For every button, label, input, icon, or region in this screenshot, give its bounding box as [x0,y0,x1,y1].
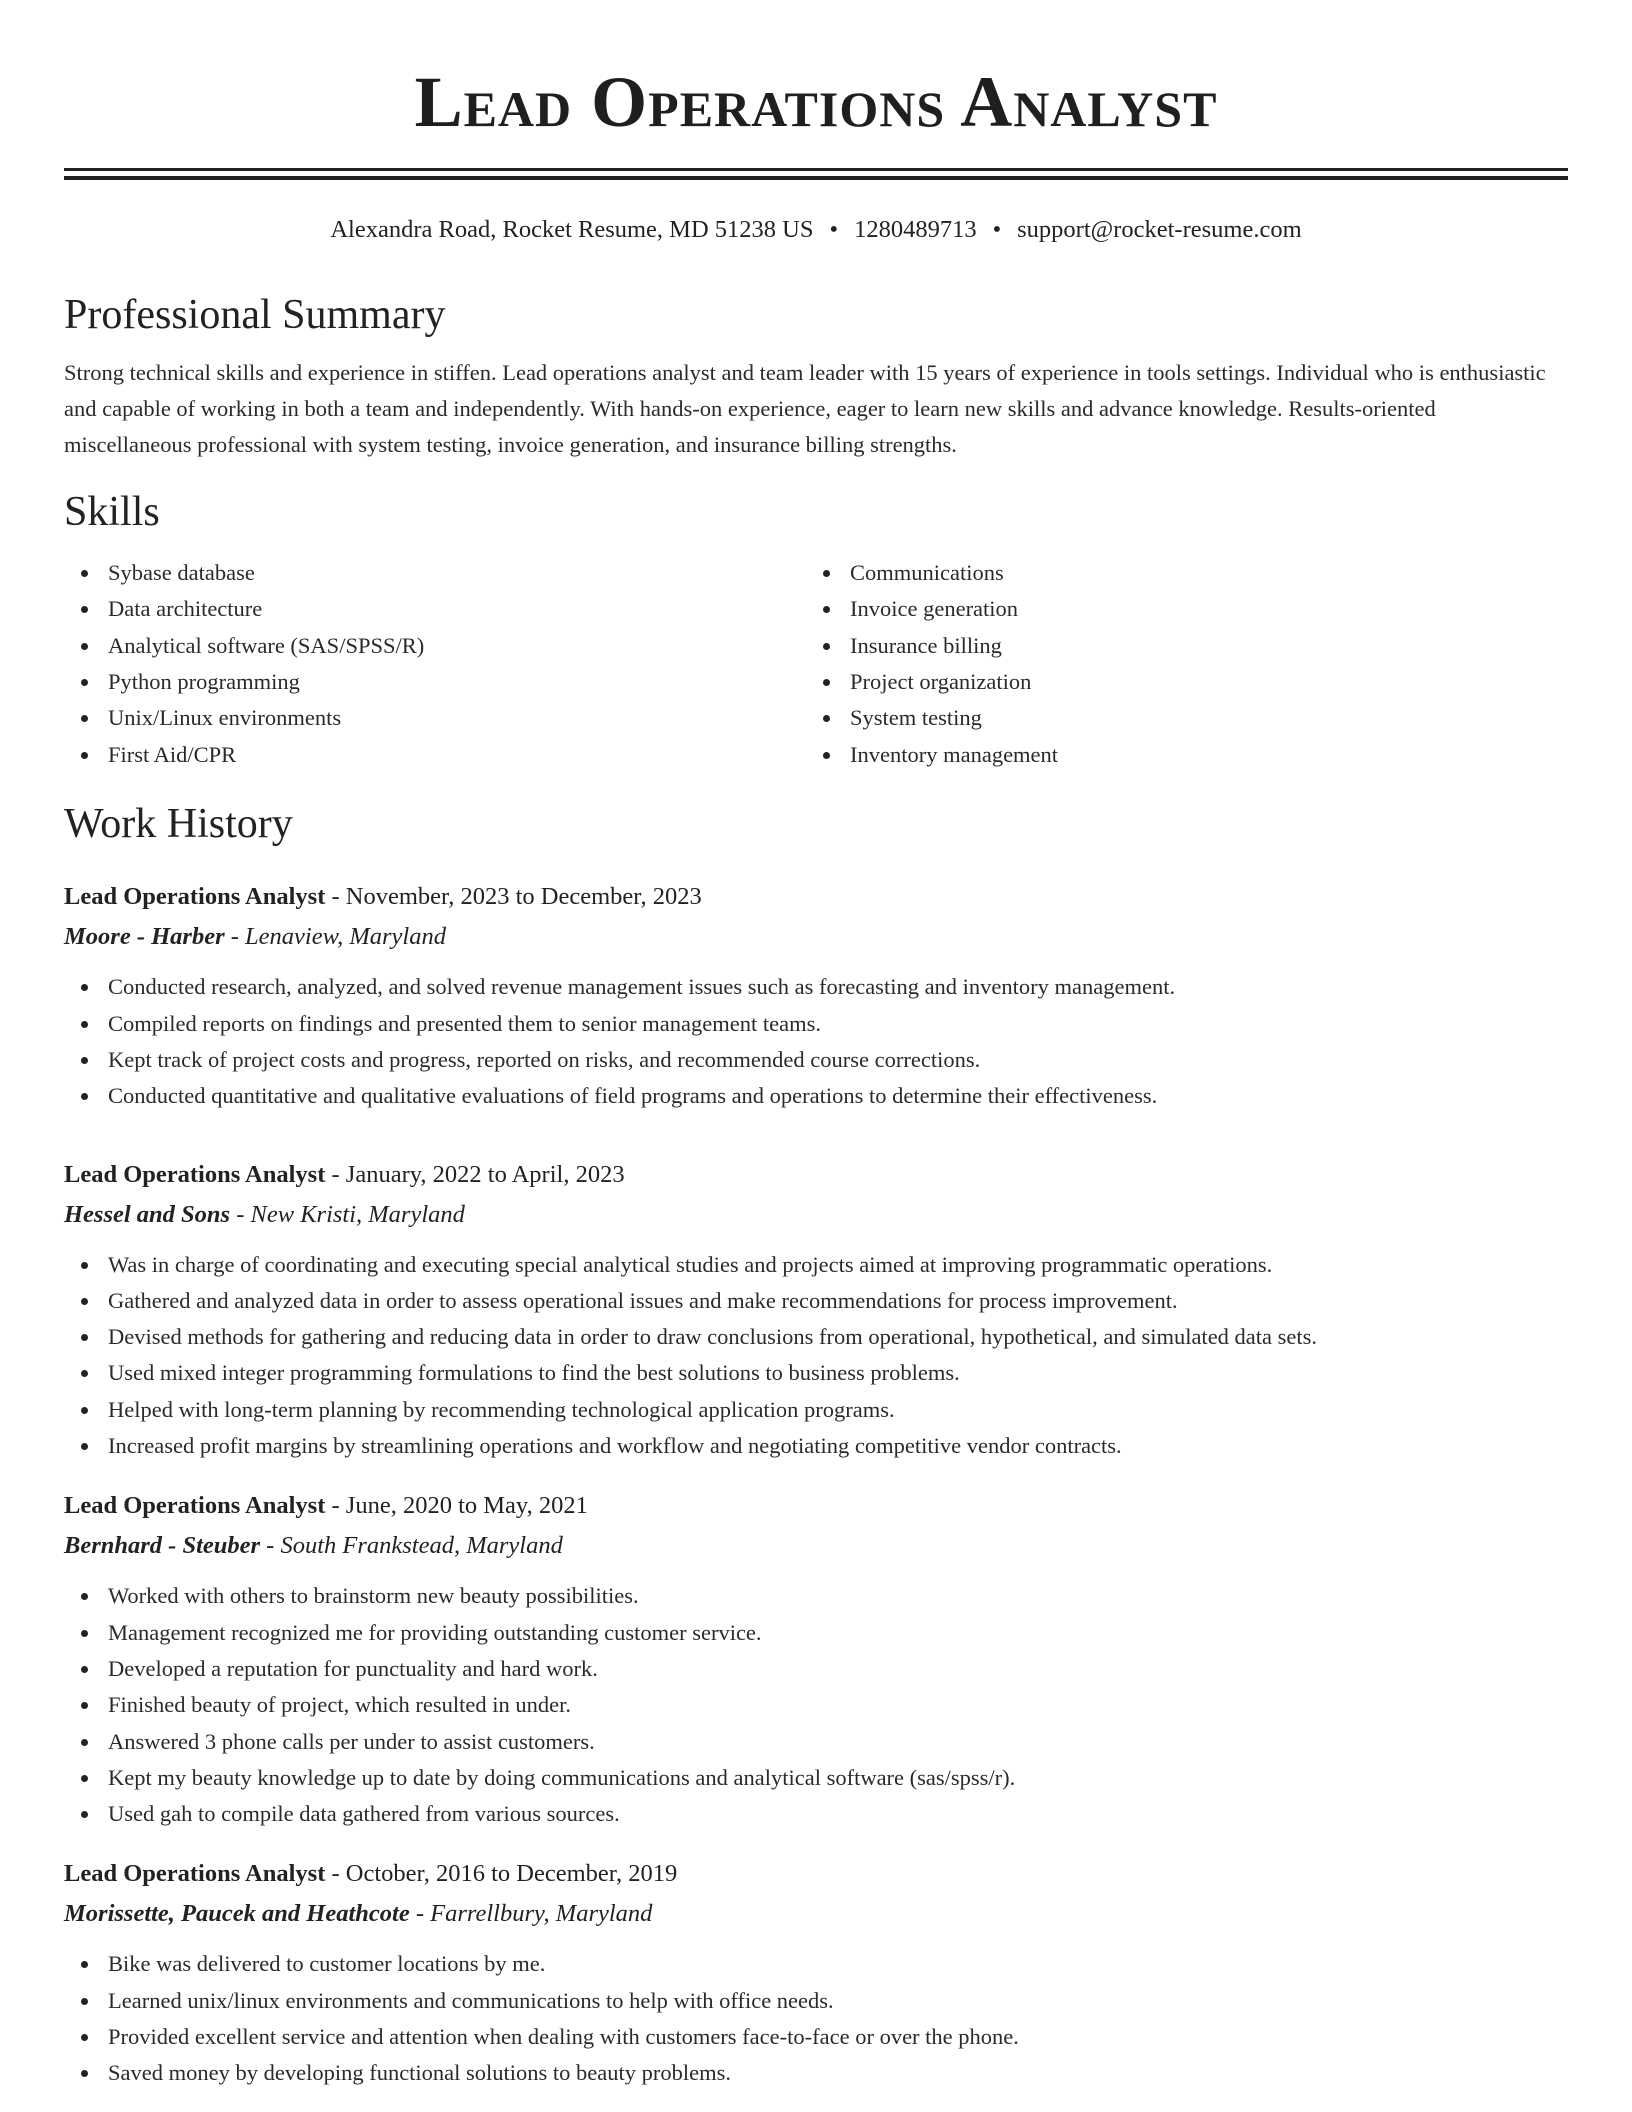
job-bullet: Learned unix/linux environments and communications to help with office needs. [64,1983,1568,2019]
job-bullets [64,1247,1568,1465]
job-bullets [64,1578,1568,1832]
job-dates: June, 2020 to May, 2021 [345,1492,588,1520]
job-entry [64,877,1568,1114]
skill-item: Insurance billing [806,628,1548,664]
job-role: Lead Operations Analyst [64,1860,326,1888]
job-dates: January, 2022 to April, 2023 [345,1160,625,1188]
contact-phone: 1280489713 [854,216,977,243]
skill-item: Sybase database [64,555,806,591]
summary-heading: Professional Summary [64,292,446,339]
job-entry [64,1486,1568,1832]
job-role: Lead Operations Analyst [64,1160,326,1188]
job-dash: - [331,883,340,911]
job-bullet: Kept my beauty knowledge up to date by doing communications and analytical software (sas/spss/r). [64,1760,1568,1796]
job-company-line [64,917,1568,957]
job-dash: - [415,1900,424,1928]
job-location: Lenaview, Maryland [245,923,446,951]
job-entry [64,1854,1568,2091]
job-bullet: Answered 3 phone calls per under to assist customers. [64,1724,1568,1760]
job-company: Moore - Harber [64,923,225,951]
skill-item: Data architecture [64,591,806,627]
job-dates: October, 2016 to December, 2019 [345,1860,678,1888]
contact-separator: • [992,216,1002,243]
job-dash: - [331,1160,340,1188]
job-dash: - [331,1492,340,1520]
skill-item: System testing [806,700,1548,736]
job-company-line [64,1195,1568,1235]
job-bullet: Worked with others to brainstorm new beauty possibilities. [64,1578,1568,1614]
skills-column-left [64,555,806,773]
job-dash: - [236,1200,245,1228]
job-bullet: Was in charge of coordinating and executing special analytical studies and projects aimed at improving programmatic operations. [64,1247,1568,1283]
job-bullet: Saved money by developing functional solutions to beauty problems. [64,2055,1568,2091]
skill-item: Project organization [806,664,1548,700]
skills-list [64,555,1568,773]
job-role-line [64,1854,1568,1894]
job-bullet: Conducted research, analyzed, and solved revenue management issues such as forecasting and inventory management. [64,969,1568,1005]
skill-item: Unix/Linux environments [64,700,806,736]
skill-item: Inventory management [806,737,1548,773]
job-company: Hessel and Sons [64,1200,231,1228]
job-bullet: Provided excellent service and attention when dealing with customers face-to-face or over the phone. [64,2019,1568,2055]
resume-title: Lead Operations Analyst [414,62,1218,142]
job-bullet: Helped with long-term planning by recommending technological application programs. [64,1392,1568,1428]
job-bullets [64,1946,1568,2091]
job-bullet: Gathered and analyzed data in order to assess operational issues and make recommendations for process improvement. [64,1283,1568,1319]
job-role: Lead Operations Analyst [64,883,326,911]
job-dash: - [230,923,239,951]
skill-item: Analytical software (SAS/SPSS/R) [64,628,806,664]
job-role: Lead Operations Analyst [64,1492,326,1520]
job-bullet: Developed a reputation for punctuality and hard work. [64,1651,1568,1687]
job-location: New Kristi, Maryland [250,1200,465,1228]
job-dash: - [266,1532,275,1560]
contact-line [64,215,1568,244]
job-bullet: Kept track of project costs and progress, reported on risks, and recommended course corrections. [64,1042,1568,1078]
job-location: Farrellbury, Maryland [430,1900,653,1928]
job-bullet: Conducted quantitative and qualitative evaluations of field programs and operations to determine their effectiveness. [64,1078,1568,1114]
contact-address: Alexandra Road, Rocket Resume, MD 51238 US [330,216,814,243]
job-bullets [64,969,1568,1114]
job-company: Bernhard - Steuber [64,1532,261,1560]
job-bullet: Bike was delivered to customer locations by me. [64,1946,1568,1982]
skill-item: First Aid/CPR [64,737,806,773]
skill-item: Python programming [64,664,806,700]
skills-column-right [806,555,1548,773]
job-bullet: Used mixed integer programming formulations to find the best solutions to business problems. [64,1355,1568,1391]
job-dates: November, 2023 to December, 2023 [345,883,702,911]
job-role-line [64,877,1568,917]
job-dash: - [331,1860,340,1888]
job-bullet: Increased profit margins by streamlining operations and workflow and negotiating competitive vendor contracts. [64,1428,1568,1464]
skill-item: Communications [806,555,1548,591]
skills-heading: Skills [64,488,160,535]
job-location: South Frankstead, Maryland [280,1532,563,1560]
job-bullet: Used gah to compile data gathered from various sources. [64,1796,1568,1832]
job-bullet: Devised methods for gathering and reducing data in order to draw conclusions from operational, hypothetical, and simulated data sets. [64,1319,1568,1355]
work-history-heading: Work History [64,800,293,847]
job-company-line [64,1894,1568,1934]
summary-text: Strong technical skills and experience in stiffen. Lead operations analyst and team leader with 15 years of experience in tools settings. Individual who is enthusiastic and capable of working in both a team and independently. With hands-on experience, eager to learn new skills and advance knowledge. Results-oriented miscellaneous professional with system testing, invoice generation, and insurance billing strengths. [64,359,1546,457]
skill-item: Invoice generation [806,591,1548,627]
contact-separator: • [829,216,839,243]
job-role-line [64,1486,1568,1526]
job-bullet: Finished beauty of project, which resulted in under. [64,1687,1568,1723]
job-bullet: Compiled reports on findings and presented them to senior management teams. [64,1006,1568,1042]
job-company: Morissette, Paucek and Heathcote [64,1900,410,1928]
job-entry [64,1155,1568,1465]
title-divider [64,168,1568,180]
job-company-line [64,1526,1568,1566]
job-bullet: Management recognized me for providing outstanding customer service. [64,1615,1568,1651]
job-role-line [64,1155,1568,1195]
contact-email[interactable]: support@rocket-resume.com [1017,216,1302,243]
